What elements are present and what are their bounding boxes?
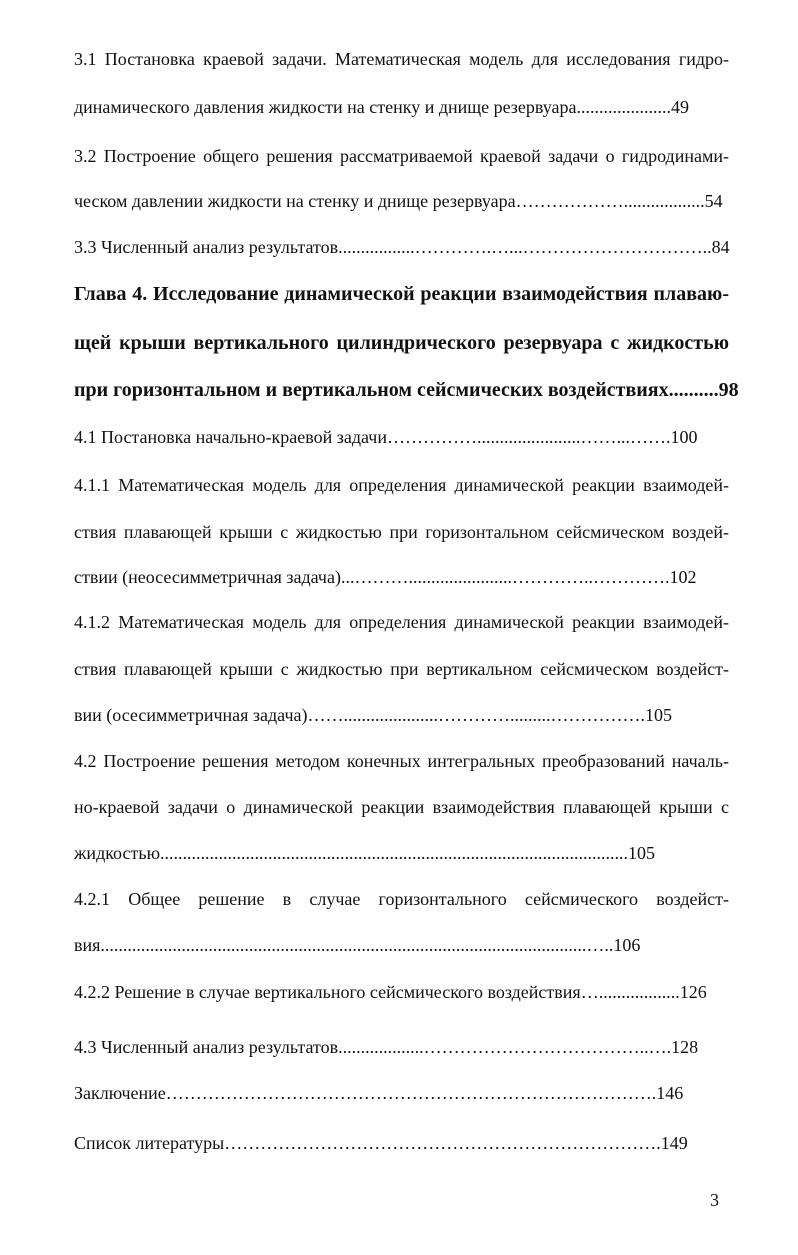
toc-chapter-4-line-1: Глава 4. Исследование динамической реакции взаимодействия плаваю- [74, 283, 729, 305]
toc-line-4-2-end: жидкостью........................................................................................................105 [74, 843, 656, 863]
toc-line-4-1-2-cont: ствия плавающей крыши с жидкостью при вертикальном сейсмическом воздейст- [74, 659, 729, 679]
toc-line-4-1-2: 4.1.2 Математическая модель для определения динамической реакции взаимодей- [74, 612, 729, 632]
toc-line-4-2-cont: но-краевой задачи о динамической реакции взаимодействия плавающей крыши с [74, 797, 729, 817]
toc-line-3-2: 3.2 Построение общего решения рассматриваемой краевой задачи о гидродинами- [74, 146, 729, 166]
toc-chapter-4-line-2: щей крыши вертикального цилиндрического резервуара с жидкостью [74, 332, 729, 354]
toc-line-4-1-1-end: ствии (неосесимметричная задача)...……….......................…………..………….102 [74, 567, 697, 587]
toc-line-3-1: 3.1 Постановка краевой задачи. Математическая модель для исследования гидро- [74, 49, 729, 69]
toc-line-4-3: 4.3 Численный анализ результатов...................………………………………..….128 [74, 1037, 699, 1057]
toc-line-3-3: 3.3 Численный анализ результатов.................………….…...…………………………..84 [74, 237, 730, 257]
toc-line-4-2-2: 4.2.2 Решение в случае вертикального сейсмического воздействия…..................126 [74, 982, 707, 1002]
toc-line-4-1-1: 4.1.1 Математическая модель для определения динамической реакции взаимодей- [74, 475, 729, 495]
toc-line-4-1: 4.1 Постановка начально-краевой задачи…………….......................……...…….100 [74, 427, 698, 447]
toc-line-4-1-1-cont: ствия плавающей крыши с жидкостью при горизонтальном сейсмическом воздей- [74, 522, 729, 542]
toc-line-3-2-cont: ческом давлении жидкости на стенку и днище резервуара………………..................54 [74, 191, 723, 211]
toc-line-4-2: 4.2 Построение решения методом конечных интегральных преобразований началь- [74, 751, 729, 771]
toc-line-4-1-2-end: вии (осесимметричная задача)…….....................………….........…………….105 [74, 705, 672, 725]
page-number: 3 [710, 1190, 719, 1210]
toc-line-3-1-cont: динамического давления жидкости на стенку и днище резервуара.....................49 [74, 97, 690, 117]
toc-line-4-2-1-end: вия............................................................................................................…..106 [74, 935, 641, 955]
toc-chapter-4-line-3: при горизонтальном и вертикальном сейсмических воздействиях..........98 [74, 379, 739, 401]
toc-line-references: Список литературы……………………………………………………………….149 [74, 1133, 688, 1153]
toc-line-4-2-1: 4.2.1 Общее решение в случае горизонтального сейсмического воздейст- [74, 889, 729, 909]
toc-line-conclusion: Заключение……………………………………………………………………….146 [74, 1083, 684, 1103]
